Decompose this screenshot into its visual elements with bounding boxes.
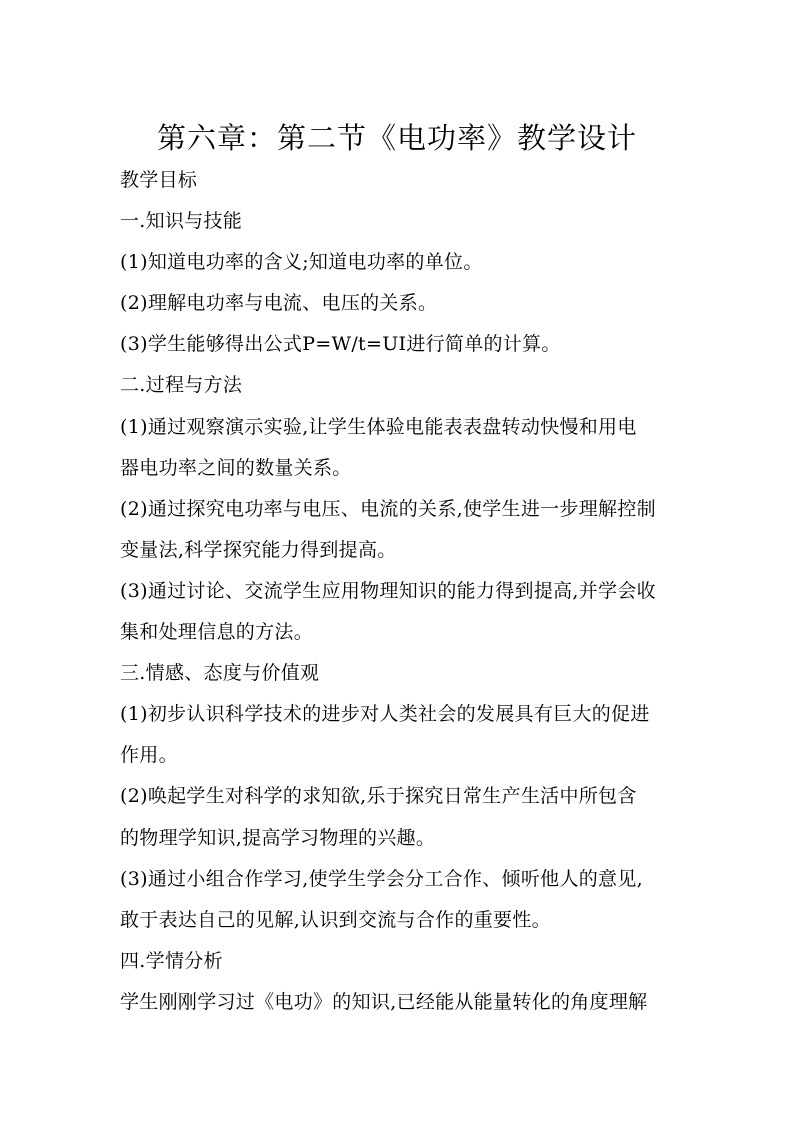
paragraph-line: 的物理学知识,提高学习物理的兴趣。: [120, 826, 436, 849]
subsection-heading-learner-analysis: 四.学情分析: [120, 949, 223, 972]
section-heading-teaching-goals: 教学目标: [120, 169, 198, 191]
paragraph-line: (2)理解电功率与电流、电压的关系。: [120, 292, 438, 315]
paragraph-line: (2)唤起学生对科学的求知欲,乐于探究日常生产生活中所包含: [120, 785, 637, 808]
document-body: [120, 160, 676, 1023]
paragraph-line: (1)初步认识科学技术的进步对人类社会的发展具有巨大的促进: [120, 703, 650, 726]
paragraph-line: 作用。: [120, 744, 178, 767]
subsection-heading-process-methods: 二.过程与方法: [120, 374, 243, 397]
paragraph-line: 敢于表达自己的见解,认识到交流与合作的重要性。: [120, 908, 551, 931]
subsection-heading-emotions-values: 三.情感、态度与价值观: [120, 662, 320, 685]
paragraph-line: (3)学生能够得出公式P=W/t=UI进行简单的计算。: [120, 333, 561, 356]
paragraph-line: 器电功率之间的数量关系。: [120, 456, 352, 479]
paragraph-line: (3)通过小组合作学习,使学生学会分工合作、倾听他人的意见,: [120, 867, 643, 890]
paragraph-line: 学生刚刚学习过《电功》的知识,已经能从能量转化的角度理解: [120, 990, 648, 1013]
paragraph-line: (1)知道电功率的含义;知道电功率的单位。: [120, 251, 483, 274]
paragraph-line: 变量法,科学探究能力得到提高。: [120, 538, 397, 561]
document-title: 第六章：第二节《电功率》教学设计: [156, 121, 637, 155]
paragraph-line: (3)通过讨论、交流学生应用物理知识的能力得到提高,并学会收: [120, 579, 656, 602]
subsection-heading-knowledge-skills: 一.知识与技能: [120, 210, 243, 233]
paragraph-line: (1)通过观察演示实验,让学生体验电能表表盘转动快慢和用电: [120, 415, 637, 438]
paragraph-line: 集和处理信息的方法。: [120, 621, 314, 644]
paragraph-line: (2)通过探究电功率与电压、电流的关系,使学生进一步理解控制: [120, 497, 656, 520]
